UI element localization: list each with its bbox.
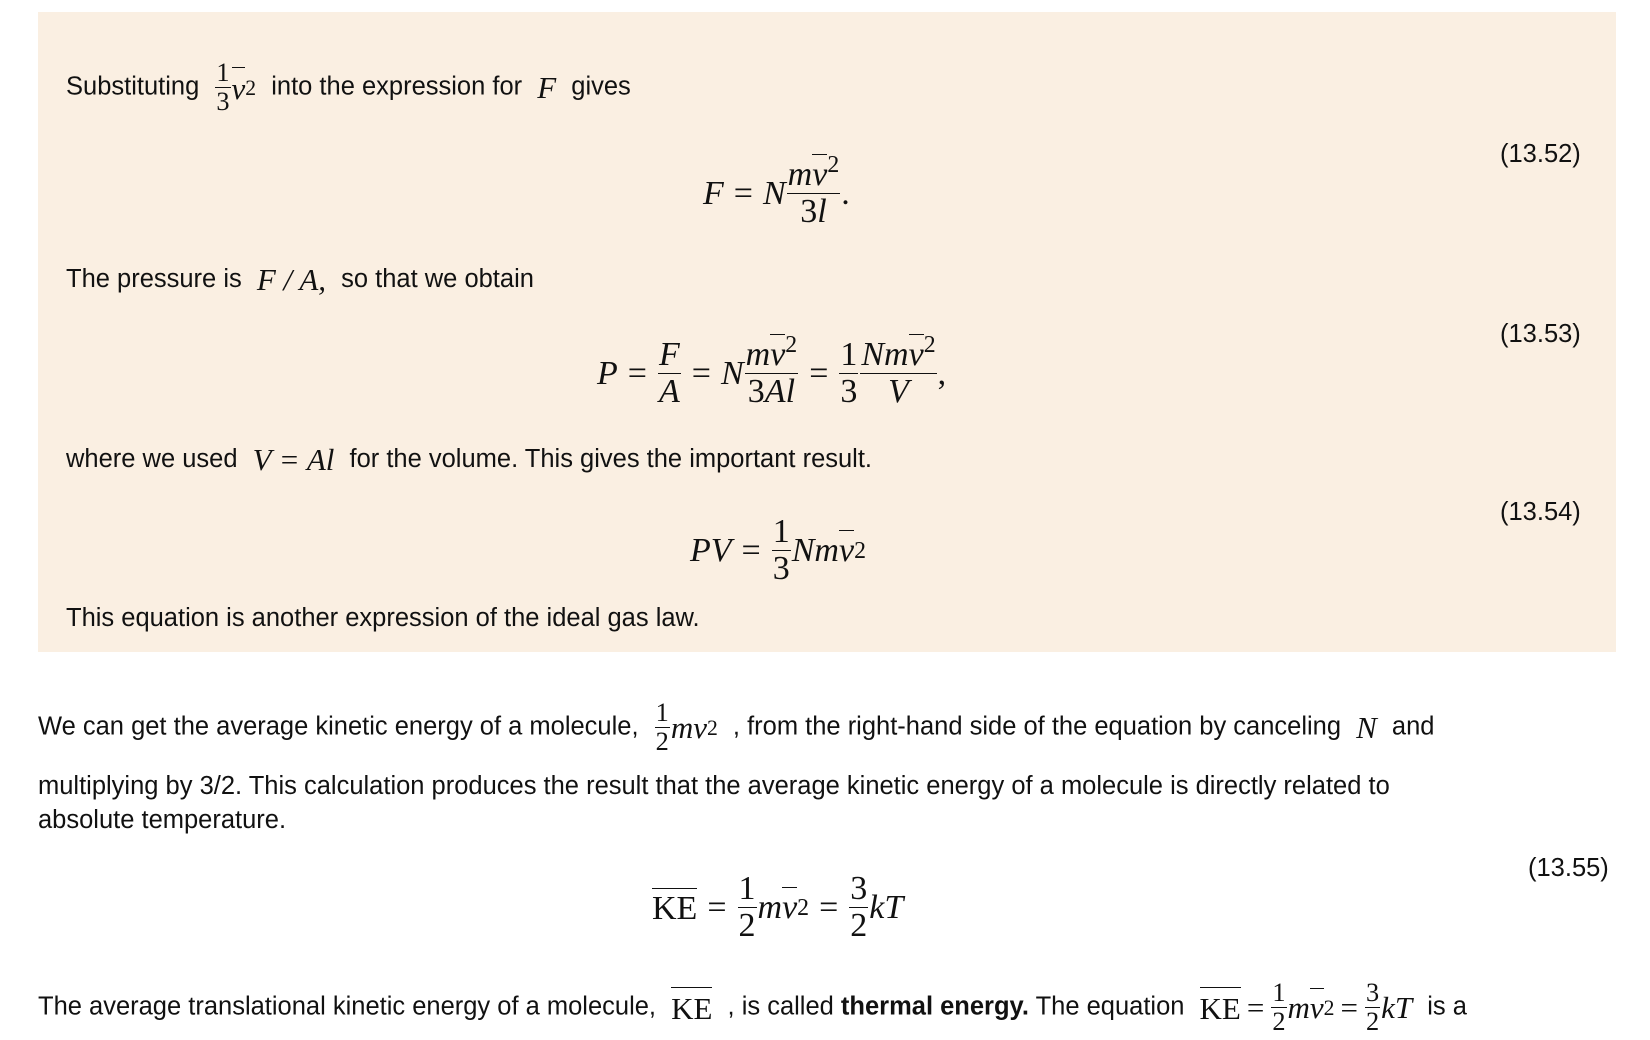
line1-before: Substituting	[66, 72, 200, 101]
inline-math-V-eq-Al: V = Al	[252, 442, 335, 477]
paragraph-1-line-2: multiplying by 3/2. This calculation produces the result that the average kinetic energy of a molecule is directly related to	[38, 772, 1390, 800]
box-line-2	[66, 260, 534, 300]
p1-after: , from the right-hand side of the equation by canceling	[732, 712, 1342, 741]
inline-math-KE-equation: KE = $\frac{1}{2}$ mv 2 = $\frac{3}{2}$ kT	[1199, 978, 1413, 1037]
equation-13-53: P = $\frac{F}{A}$ = N $\frac{mv^2}{3Al}$ = $\frac{1}{3}$ $\frac{Nmv^2}{V}$ ,	[597, 331, 947, 410]
inline-math-F-over-A: F / A,	[256, 262, 327, 297]
inline-math-F: F	[537, 69, 557, 105]
p2-end: is a	[1427, 992, 1467, 1021]
p2-mid: , is called	[727, 992, 834, 1021]
inline-math-half-mv2: $\frac{1}{2}$ mv 2	[655, 698, 718, 757]
line2-before: The pressure is	[66, 264, 242, 293]
box-line-4: This equation is another expression of the ideal gas law.	[66, 604, 700, 632]
box-line-3	[66, 440, 872, 480]
line1-middle: into the expression for	[271, 72, 523, 101]
equation-13-52: F = N $\frac{mv^2}{3l}$ .	[703, 151, 850, 230]
p2-after: The equation	[1035, 992, 1185, 1021]
p1-end: and	[1391, 712, 1435, 741]
line1-after: gives	[571, 72, 631, 101]
line3-after: for the volume. This gives the important result.	[349, 444, 873, 473]
equation-13-54: PV = $\frac{1}{3}$ Nmv 2	[690, 513, 866, 587]
p2-before: The average translational kinetic energy of a molecule,	[38, 992, 657, 1021]
paragraph-2-line-1	[38, 980, 1467, 1036]
paragraph-1-line-1	[38, 700, 1434, 756]
line3-before: where we used	[66, 444, 238, 473]
equation-number-13-54: (13.54)	[1500, 498, 1581, 526]
equation-number-13-52: (13.52)	[1500, 140, 1581, 168]
p1-before: We can get the average kinetic energy of a molecule,	[38, 712, 639, 741]
equation-number-13-55: (13.55)	[1528, 854, 1609, 882]
equation-13-55: KE = $\frac{1}{2}$ mv 2 = $\frac{3}{2}$ kT	[652, 870, 904, 944]
box-line-1	[66, 60, 631, 116]
paragraph-1-line-3: absolute temperature.	[38, 806, 287, 834]
inline-math-third-v2: $\frac{1}{3}$ v 2	[216, 58, 257, 117]
line2-after: so that we obtain	[341, 264, 534, 293]
inline-math-KE-bar: KE	[671, 987, 712, 1029]
equation-number-13-53: (13.53)	[1500, 320, 1581, 348]
term-thermal-energy: thermal energy.	[840, 992, 1029, 1021]
inline-math-N: N	[1356, 709, 1377, 745]
